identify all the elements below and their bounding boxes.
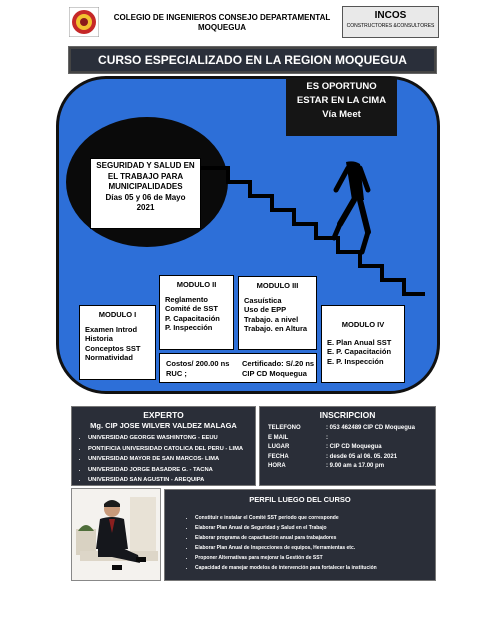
costs-box	[159, 353, 317, 383]
email-value: :	[326, 434, 328, 441]
profile-list	[165, 513, 435, 573]
profile-item: • Elaborar programa de capacitación anual para trabajadores	[195, 533, 435, 543]
module-item: E. Plan Anual SST	[327, 337, 392, 347]
module-item: Trabajo. en Altura	[244, 324, 308, 333]
expert-name: Mg. CIP JOSE WILVER VALDEZ MALAGA	[90, 421, 237, 430]
inscription-row	[268, 443, 415, 453]
module-item: P. Inspección	[165, 323, 213, 332]
module-4-box	[321, 305, 405, 383]
module-item: Conceptos SST	[85, 343, 141, 353]
brand-name: INCOS	[374, 10, 407, 21]
profile-item: • Constituir e instalar el Comité SST periodo que corresponde	[195, 513, 435, 523]
module-3-box	[238, 276, 317, 350]
module-item: Examen Introd	[85, 324, 138, 334]
module-item: Uso de EPP	[244, 305, 287, 314]
profile-item: • Capacidad de manejar modelos de intervención para fortalecer la institución	[195, 563, 435, 573]
phone-label: TELEFONO	[268, 425, 301, 431]
module-2-box	[159, 275, 234, 350]
credential-item: • UNIVERSIDAD MAYOR DE SAN MARCOS- LIMA	[88, 454, 255, 465]
person-photo-icon	[72, 489, 160, 580]
expert-heading: EXPERTO	[143, 410, 184, 420]
institution-name: COLEGIO DE INGENIEROS CONSEJO DEPARTAMENTAL MOQUEGUA	[113, 13, 331, 32]
course-banner: CURSO ESPECIALIZADO EN LA REGION MOQUEGUA	[68, 46, 437, 74]
module-item: Comité de SST	[165, 304, 218, 313]
course-year: 2021	[136, 203, 155, 212]
profile-box	[164, 489, 436, 581]
profile-item: • Elaborar Plan Anual de Inspecciones de equipos, Herramientas etc.	[195, 543, 435, 553]
expert-credentials	[72, 433, 255, 486]
brand-subtitle: CONSTRUCTORES &CONSULTORES	[346, 23, 435, 29]
module-title: MODULO III	[256, 281, 299, 290]
email-label: E MAIL	[268, 434, 289, 441]
time-label: HORA	[268, 463, 286, 469]
ruc-label: RUC ;	[166, 368, 187, 378]
slogan-line-1: ES OPORTUNO	[306, 81, 377, 92]
inscription-table	[268, 424, 415, 472]
credential-item: • UNIVERSIDAD JORGE BASADRE G. - TACNA	[88, 465, 255, 476]
course-title-line-1: SEGURIDAD Y SALUD EN	[96, 161, 195, 170]
cost-amount: Costos/ 200.00 ns	[166, 359, 230, 368]
module-item: Historia	[85, 334, 113, 343]
time-value: : 9.00 am a 17.00 pm	[326, 463, 385, 469]
expert-box	[71, 406, 256, 486]
profile-item: • Elaborar Plan Anual de Seguridad y Salud en el Trabajo	[195, 523, 435, 533]
slogan-box	[286, 78, 397, 136]
place-label: LUGAR	[268, 444, 290, 450]
module-item: P. Capacitación	[165, 313, 220, 323]
module-1-box	[79, 305, 156, 380]
course-title-line-2: EL TRABAJO PARA	[107, 171, 184, 181]
inscription-box	[259, 406, 436, 486]
course-dates: Días 05 y 06 de Mayo	[105, 192, 186, 202]
course-title-line-3: MUNICIPALIDADES	[108, 182, 183, 191]
module-item: Reglamento	[165, 294, 208, 304]
module-title: MODULO II	[176, 280, 217, 289]
credential-item: • UNIVERSIDAD GEORGE WASHINTONG - EEUU	[88, 433, 255, 444]
module-title: MODULO IV	[341, 320, 385, 329]
module-item: Casuística	[244, 295, 282, 305]
inscription-row	[268, 453, 415, 463]
slogan-line-3: Vía Meet	[322, 109, 361, 120]
credential-item: • PONTIFICIA UNIVERSIDAD CATOLICA DEL PERU - LIMA	[88, 444, 255, 455]
module-item: E. P. Inspección	[327, 356, 384, 366]
inscription-row	[268, 434, 415, 444]
date-label: FECHA	[268, 453, 289, 460]
module-item: Normatividad	[85, 353, 133, 362]
date-value: : desde 05 al 06. 05. 2021	[326, 453, 398, 460]
college-logo-icon	[69, 7, 99, 37]
module-item: E. P. Capacitación	[327, 347, 392, 356]
certificate-cost: Certificado: S/.20 ns	[242, 359, 315, 368]
module-title: MODULO I	[98, 310, 137, 319]
module-item: Trabajo. a nivel	[244, 314, 299, 324]
phone-value: : 053 462489 CIP CD Moquegua	[326, 425, 415, 431]
course-title-box	[90, 158, 201, 229]
incos-logo	[342, 6, 439, 38]
credential-item: • UNIVERSIDAD SAN AGUSTIN - AREQUIPA	[88, 475, 255, 486]
inscription-heading: INSCRIPCION	[319, 410, 376, 420]
inscription-row	[268, 424, 415, 434]
profile-item: • Proponer Alternativas para mejorar la Gestión de SST	[195, 553, 435, 563]
place-value: : CIP CD Moquegua	[326, 444, 382, 450]
certificate-issuer: CIP CD Moquegua	[242, 368, 307, 378]
profile-heading: PERFIL LUEGO DEL CURSO	[249, 495, 351, 504]
slogan-line-2: ESTAR EN LA CIMA	[296, 95, 387, 106]
inscription-row	[268, 462, 415, 472]
expert-photo	[71, 488, 161, 581]
